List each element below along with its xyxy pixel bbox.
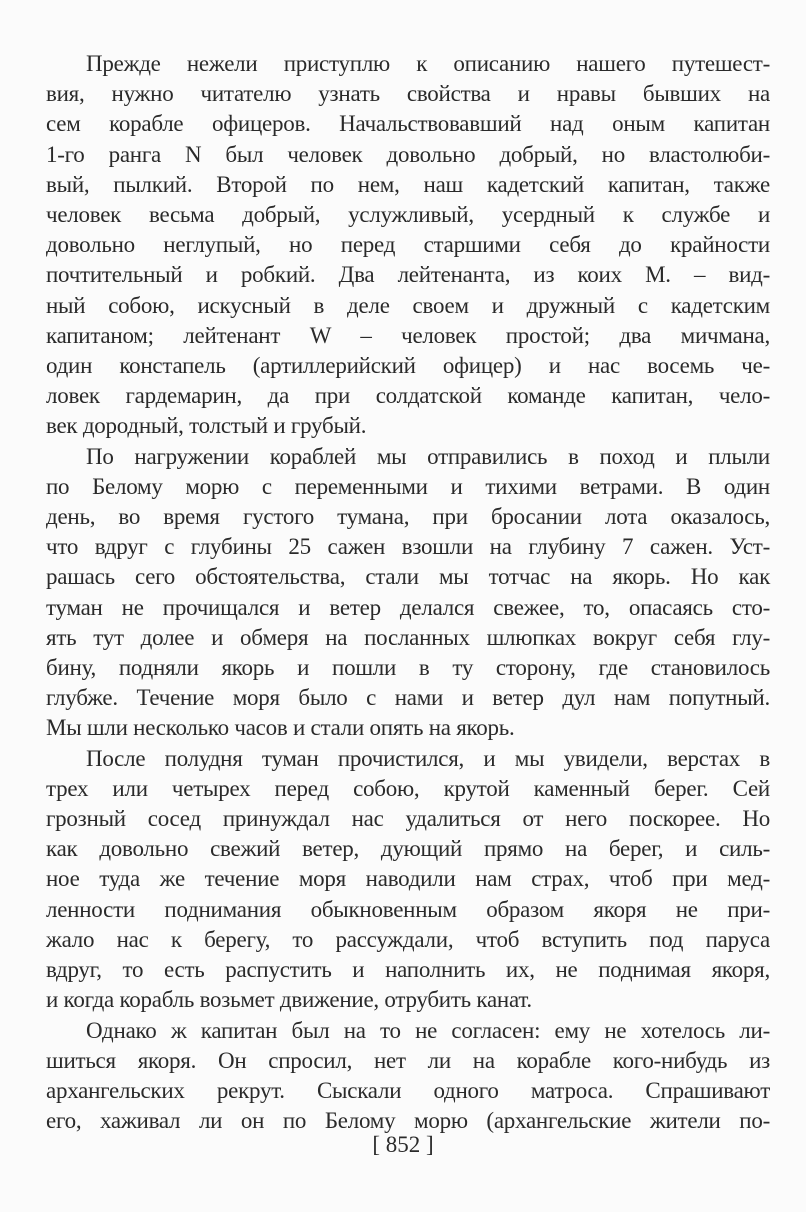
text-line: что вдруг с глубины 25 сажен взошли на глубину 7 сажен. Уст-: [46, 534, 770, 560]
text-line: архангельских рекрут. Сыскали одного матроса. Спрашивают: [46, 1077, 770, 1103]
text-line: ный собою, искусный в деле своем и дружный с кадетским: [46, 292, 770, 318]
text-line: его, хаживал ли он по Белому морю (архангельские жители по-: [46, 1108, 770, 1134]
text-line: жало нас к берегу, то рассуждали, чтоб вступить под паруса: [46, 926, 770, 952]
text-line: как довольно свежий ветер, дующий прямо на берег, и силь-: [46, 836, 770, 862]
page-number: [ 852 ]: [372, 1132, 434, 1157]
page-body: [46, 49, 770, 1136]
text-line: по Белому морю с переменными и тихими ветрами. В один: [46, 473, 770, 499]
text-line: Прежде нежели приступлю к описанию нашего путешест-: [86, 51, 770, 76]
text-line: один констапель (артиллерийский офицер) и нас восемь че-: [46, 353, 770, 379]
text-line: ять тут долее и обмеря на посланных шлюпках вокруг себя глу-: [46, 624, 770, 650]
text-line: туман не прочищался и ветер делался свежее, то, опасаясь сто-: [46, 594, 770, 620]
text-line: капитаном; лейтенант W – человек простой; два мичмана,: [46, 322, 770, 348]
text-line: человек весьма добрый, услужливый, усердный к службе и: [46, 202, 770, 228]
text-line: Мы шли несколько часов и стали опять на якорь.: [46, 715, 515, 741]
text-line: 1-го ранга N был человек довольно добрый, но властолюби-: [46, 141, 770, 167]
text-line: ловек гардемарин, да при солдатской команде капитан, чело-: [46, 383, 770, 409]
text-line: сем корабле офицеров. Начальствовавший над оным капитан: [46, 111, 770, 137]
text-line: После полудня туман прочистился, и мы увидели, верстах в: [86, 745, 770, 771]
text-line: вдруг, то есть распустить и наполнить их, не поднимая якоря,: [46, 957, 770, 983]
text-line: ное туда же течение моря наводили нам страх, чтоб при мед-: [46, 866, 770, 892]
text-line: почтительный и робкий. Два лейтенанта, из коих М. – вид-: [46, 262, 770, 288]
text-line: По нагружении кораблей мы отправились в поход и плыли: [86, 443, 770, 469]
text-line: трех или четырех перед собою, крутой каменный берег. Сей: [46, 775, 770, 801]
paragraph: [46, 442, 770, 744]
paragraph: [46, 744, 770, 1016]
text-line: день, во время густого тумана, при бросании лота оказалось,: [46, 504, 770, 530]
paragraph: [46, 49, 770, 442]
text-line: век дородный, толстый и грубый.: [46, 413, 367, 439]
text-line: грозный сосед принуждал нас удалиться от него поскорее. Но: [46, 806, 770, 832]
text-line: глубже. Течение моря было с нами и ветер дул нам попутный.: [46, 685, 770, 711]
text-line: рашась сего обстоятельства, стали мы тотчас на якорь. Но как: [46, 564, 770, 590]
text-line: бину, подняли якорь и пошли в ту сторону, где становилось: [46, 655, 770, 681]
text-line: вия, нужно читателю узнать свойства и нравы бывших на: [46, 81, 770, 107]
text-line: шиться якоря. Он спросил, нет ли на корабле кого-нибудь из: [46, 1047, 770, 1073]
text-line: вый, пылкий. Второй по нем, наш кадетский капитан, также: [46, 171, 770, 197]
paragraph: [46, 1016, 770, 1137]
text-line: довольно неглупый, но перед старшими себя до крайности: [46, 232, 770, 258]
text-line: и когда корабль возьмет движение, отрубить канат.: [46, 987, 532, 1013]
text-line: Однако ж капитан был на то не согласен: ему не хотелось ли-: [86, 1017, 770, 1043]
text-line: ленности поднимания обыкновенным образом якоря не при-: [46, 896, 770, 922]
